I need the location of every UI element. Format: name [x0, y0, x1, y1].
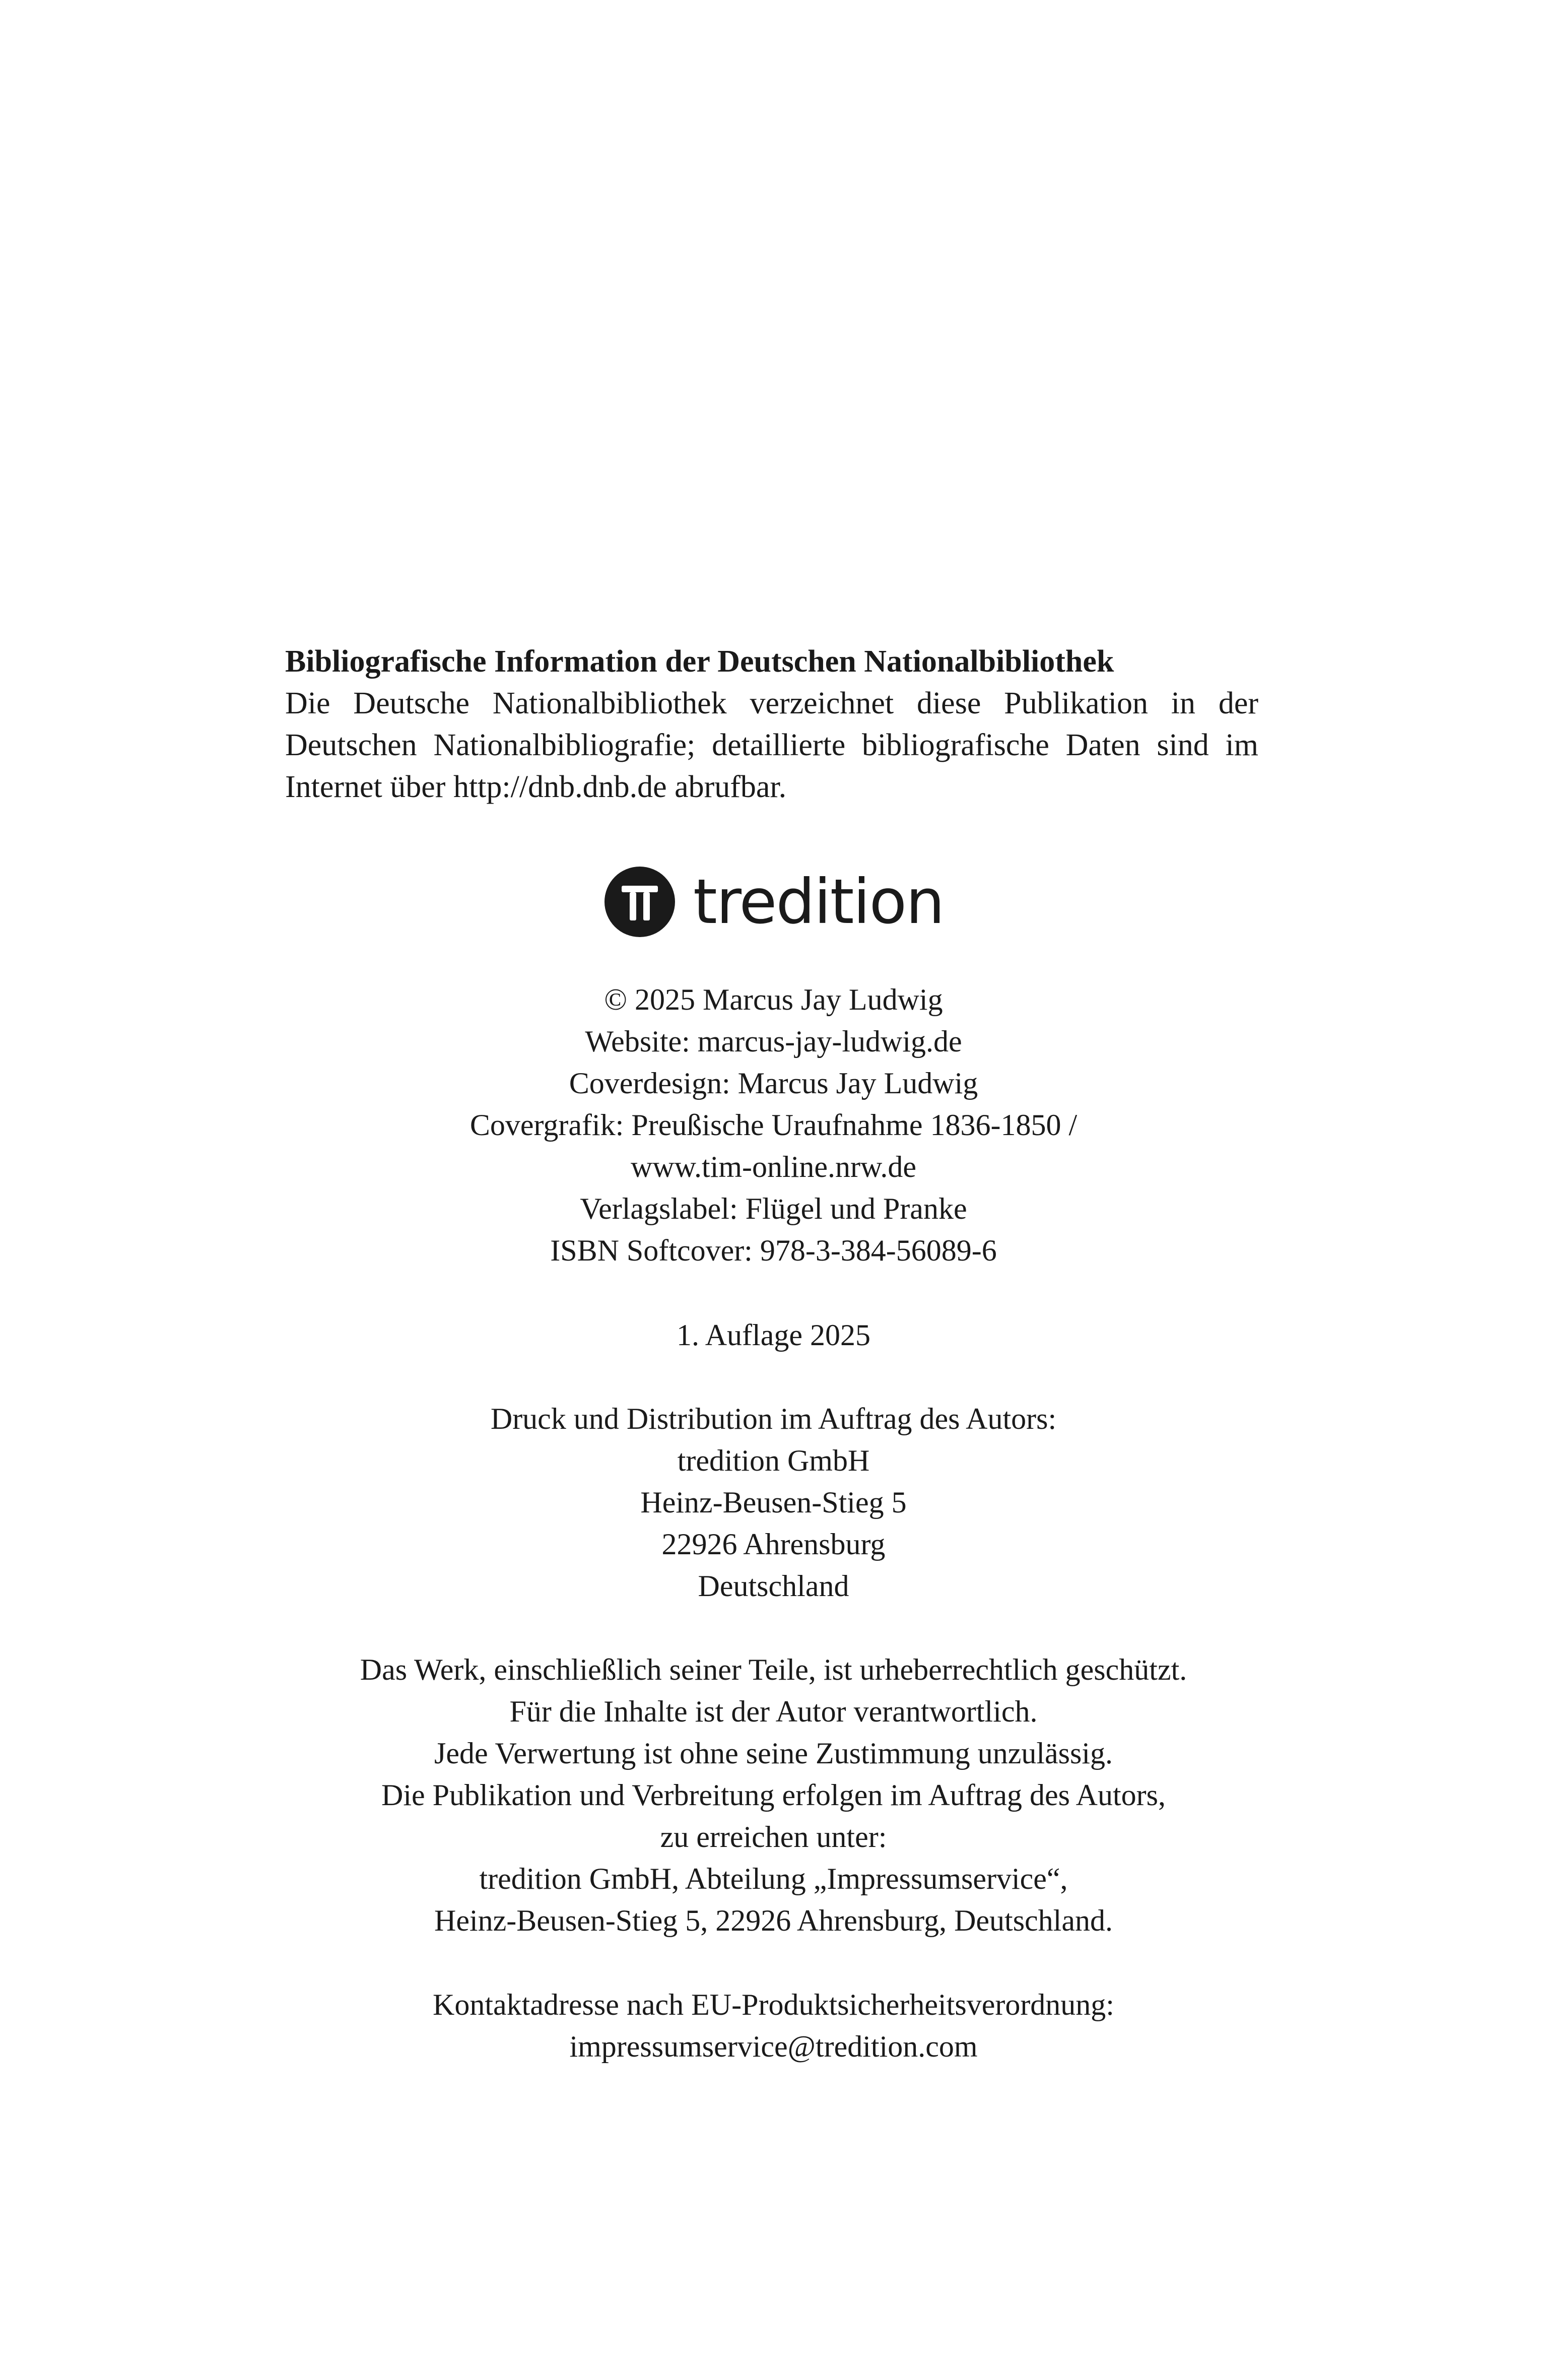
legal-line-4: Die Publikation und Verbreitung erfolgen im Auftrag des Autors, — [381, 1778, 1166, 1812]
tredition-wordmark: tredition — [693, 866, 944, 938]
printing-city: 22926 Ahrensburg — [661, 1528, 886, 1561]
tredition-logo — [604, 867, 944, 937]
verlagslabel-line: Verlagslabel: Flügel und Pranke — [580, 1192, 967, 1225]
legal-line-1: Das Werk, einschließlich seiner Teile, ist urheberrechtlich geschützt. — [360, 1653, 1187, 1686]
printing-country: Deutschland — [698, 1569, 849, 1603]
legal-line-2: Für die Inhalte ist der Autor verantwortlich. — [509, 1695, 1038, 1728]
contact-block — [0, 1984, 1547, 2068]
printing-street: Heinz-Beusen-Stieg 5 — [640, 1486, 907, 1519]
legal-line-3: Jede Verwertung ist ohne seine Zustimmung unzulässig. — [434, 1737, 1113, 1770]
tredition-logo-icon — [604, 867, 675, 937]
edition-block — [0, 1314, 1547, 1356]
printing-block — [0, 1398, 1547, 1607]
contact-email: impressumservice@tredition.com — [569, 2030, 978, 2063]
isbn-line: ISBN Softcover: 978-3-384-56089-6 — [550, 1234, 997, 1267]
website-line: Website: marcus-jay-ludwig.de — [585, 1025, 962, 1058]
legal-line-6: tredition GmbH, Abteilung „Impressumservice“, — [479, 1862, 1068, 1895]
credits-block — [0, 979, 1547, 1272]
printing-heading: Druck und Distribution im Auftrag des Autors: — [490, 1402, 1057, 1435]
printing-company: tredition GmbH — [677, 1444, 870, 1477]
copyright-line: © 2025 Marcus Jay Ludwig — [604, 983, 943, 1016]
bibliographic-information — [285, 641, 1258, 808]
coverdesign-line: Coverdesign: Marcus Jay Ludwig — [569, 1067, 978, 1100]
bibliographic-title: Bibliografische Information der Deutschen Nationalbibliothek — [285, 644, 1114, 679]
legal-line-5: zu erreichen unter: — [660, 1820, 887, 1854]
legal-line-7: Heinz-Beusen-Stieg 5, 22926 Ahrensburg, Deutschland. — [434, 1904, 1113, 1937]
bibliographic-text: Die Deutsche Nationalbibliothek verzeichnet diese Publikation in der Deutschen Nationalbibliografie; detaillierte bibliografische Daten sind im Internet über http://dnb.dnb.de abrufbar. — [285, 686, 1258, 804]
legal-notice-block — [0, 1649, 1547, 1942]
edition-line: 1. Auflage 2025 — [677, 1318, 870, 1352]
contact-heading: Kontaktadresse nach EU-Produktsicherheitsverordnung: — [433, 1988, 1114, 2021]
covergrafik-source-line: www.tim-online.nrw.de — [630, 1150, 917, 1183]
covergrafik-line: Covergrafik: Preußische Uraufnahme 1836-1850 / — [469, 1108, 1078, 1142]
